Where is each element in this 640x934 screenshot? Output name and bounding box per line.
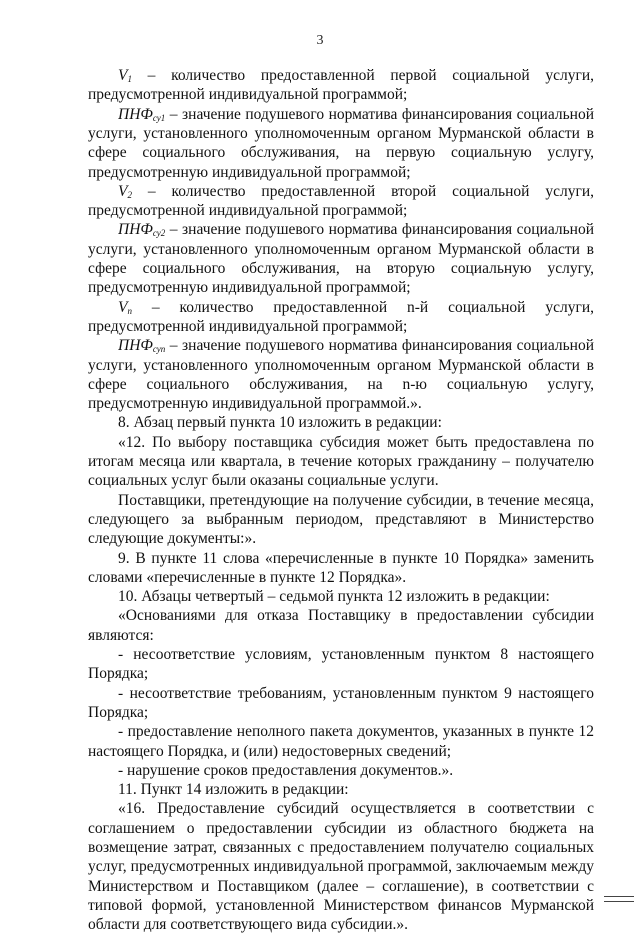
line-text: - нарушение сроков предоставления документов.».	[118, 761, 454, 779]
line-text: Порядка;	[88, 703, 149, 721]
text-line	[88, 356, 594, 375]
text-line	[118, 684, 594, 703]
line-text: - несоответствие требованиям, установленным пунктом 9 настоящего	[118, 684, 594, 702]
formula-symbol: $V_2$	[118, 182, 132, 200]
line-text: итогам месяца или квартала, в течение которых гражданину – получателю	[88, 453, 594, 470]
formula-subscript: 1	[127, 74, 132, 84]
text-line	[88, 568, 594, 587]
line-text: услуг, предусмотренных индивидуальной программой, заключаемым между	[88, 858, 594, 876]
text-line	[118, 336, 594, 355]
line-text: области для соответствующего вида субсидии.».	[88, 916, 409, 934]
formula-symbol: $ПНФ_{су2}$	[118, 221, 166, 239]
line-text: – количество предоставленной n-й социальной услуги,	[131, 298, 594, 316]
text-line	[118, 433, 594, 452]
corner-mark	[604, 896, 634, 902]
line-text: «12. По выбору поставщика субсидия может быть предоставлена по	[118, 433, 594, 451]
line-text: – значение подушевого норматива финансирования социальной	[165, 105, 594, 123]
line-text: типовой формой, установленной Министерством финансов Мурманской	[88, 896, 594, 914]
text-line	[88, 877, 594, 896]
text-line	[88, 471, 594, 490]
text-line	[118, 549, 594, 568]
text-line	[88, 317, 594, 336]
text-line	[118, 298, 594, 317]
line-text: социальных услуг были оказаны социальные услуги.	[88, 472, 439, 490]
text-line	[88, 664, 594, 683]
text-line	[118, 220, 594, 239]
text-line	[88, 259, 594, 278]
line-text: следующие документы:».	[88, 530, 257, 548]
line-text: словами «перечисленные в пункте 12 Порядка».	[88, 568, 407, 586]
line-text: предусмотренной индивидуальной программой;	[88, 317, 408, 335]
text-line	[118, 606, 594, 625]
line-text: - предоставление неполного пакета документов, указанных в пункте 12	[118, 723, 594, 741]
line-text: соглашением о предоставлении субсидии из областного бюджета на	[88, 819, 594, 837]
text-line	[118, 799, 594, 818]
formula-subscript: су2	[152, 228, 166, 239]
line-text: 9. В пункте 11 слова «перечисленные в пункте 10 Порядка» заменить	[118, 549, 594, 567]
line-text: настоящего Порядка, и (или) недостоверных сведений;	[88, 742, 452, 760]
line-text: Министерством и Поставщиком (далее – соглашение), в соответствии с	[88, 877, 594, 895]
line-text: услуги, установленного уполномоченным органом Мурманской области в	[88, 240, 594, 258]
text-line	[88, 375, 594, 394]
text-line	[88, 240, 594, 259]
line-text: сфере социального обслуживания, на n-ю социальную услугу,	[88, 375, 594, 393]
text-line	[88, 85, 594, 104]
text-line	[88, 703, 594, 722]
line-text: услуги, установленного уполномоченным органом Мурманской области в	[88, 124, 594, 142]
line-text: «16. Предоставление субсидий осуществляется в соответствии с	[118, 800, 594, 818]
text-line	[88, 452, 594, 471]
text-line	[88, 278, 594, 297]
formula-symbol: $V_1$	[118, 67, 132, 84]
formula-symbol: $V_n$	[118, 298, 132, 316]
line-text: – количество предоставленной первой социальной услуги,	[131, 67, 594, 84]
text-line	[118, 587, 594, 606]
line-text: следующего за выбранным периодом, представляют в Министерство	[88, 510, 594, 528]
line-text: возмещение затрат, связанных с предоставлением получателю социальных	[88, 839, 594, 856]
text-line	[88, 143, 594, 162]
line-text: предусмотренной индивидуальной программой;	[88, 86, 408, 104]
formula-symbol: $ПНФ_{суn}$	[118, 337, 166, 355]
line-text: услуги, установленного уполномоченным органом Мурманской области в	[88, 356, 594, 374]
formula-subscript: n	[127, 305, 132, 316]
text-line	[88, 819, 594, 838]
text-line	[118, 761, 594, 780]
text-line	[88, 857, 594, 876]
line-text: являются:	[88, 626, 154, 644]
line-text: Поставщики, претендующие на получение субсидии, в течение месяца,	[118, 491, 594, 509]
formula-subscript: 2	[127, 189, 132, 200]
text-line	[118, 491, 594, 510]
text-line	[88, 163, 594, 182]
text-line	[88, 838, 594, 857]
text-line	[88, 626, 594, 645]
text-line	[88, 742, 594, 761]
text-line	[88, 510, 594, 529]
line-text: – значение подушевого норматива финансирования социальной	[165, 221, 594, 239]
line-text: предусмотренную индивидуальной программой.».	[88, 395, 422, 413]
line-text: – количество предоставленной второй социальной услуги,	[131, 182, 594, 200]
text-line	[88, 915, 594, 934]
text-line	[88, 529, 594, 548]
page-number: 3	[316, 33, 324, 48]
text-line	[118, 645, 594, 664]
text-line	[118, 413, 594, 432]
text-line	[118, 182, 594, 201]
line-text: 8. Абзац первый пункта 10 изложить в редакции:	[118, 414, 442, 432]
line-text: Порядка;	[88, 665, 149, 683]
text-line	[88, 124, 594, 143]
text-line	[118, 66, 594, 85]
line-text: предусмотренную индивидуальной программой;	[88, 279, 411, 297]
line-text: 11. Пункт 14 изложить в редакции:	[118, 781, 349, 799]
formula-subscript: су1	[152, 112, 166, 123]
text-line	[118, 105, 594, 124]
formula-symbol: $ПНФ_{су1}$	[118, 105, 166, 123]
line-text: – значение подушевого норматива финансирования социальной	[165, 337, 594, 355]
line-text: 10. Абзацы четвертый – седьмой пункта 12 изложить в редакции:	[118, 588, 550, 606]
line-text: предусмотренной индивидуальной программой;	[88, 202, 408, 220]
formula-subscript: суn	[152, 344, 166, 355]
text-line	[88, 394, 594, 413]
line-text: «Основаниями для отказа Поставщику в предоставлении субсидии	[118, 607, 594, 625]
text-line	[118, 722, 594, 741]
line-text: сфере социального обслуживания, на первую социальную услугу,	[88, 144, 594, 162]
line-text: - несоответствие условиям, установленным пунктом 8 настоящего	[118, 646, 594, 663]
line-text: предусмотренную индивидуальной программой;	[88, 163, 411, 181]
text-line	[88, 201, 594, 220]
text-line	[88, 896, 594, 915]
text-line	[118, 780, 594, 799]
line-text: сфере социального обслуживания, на вторую социальную услугу,	[88, 260, 594, 277]
